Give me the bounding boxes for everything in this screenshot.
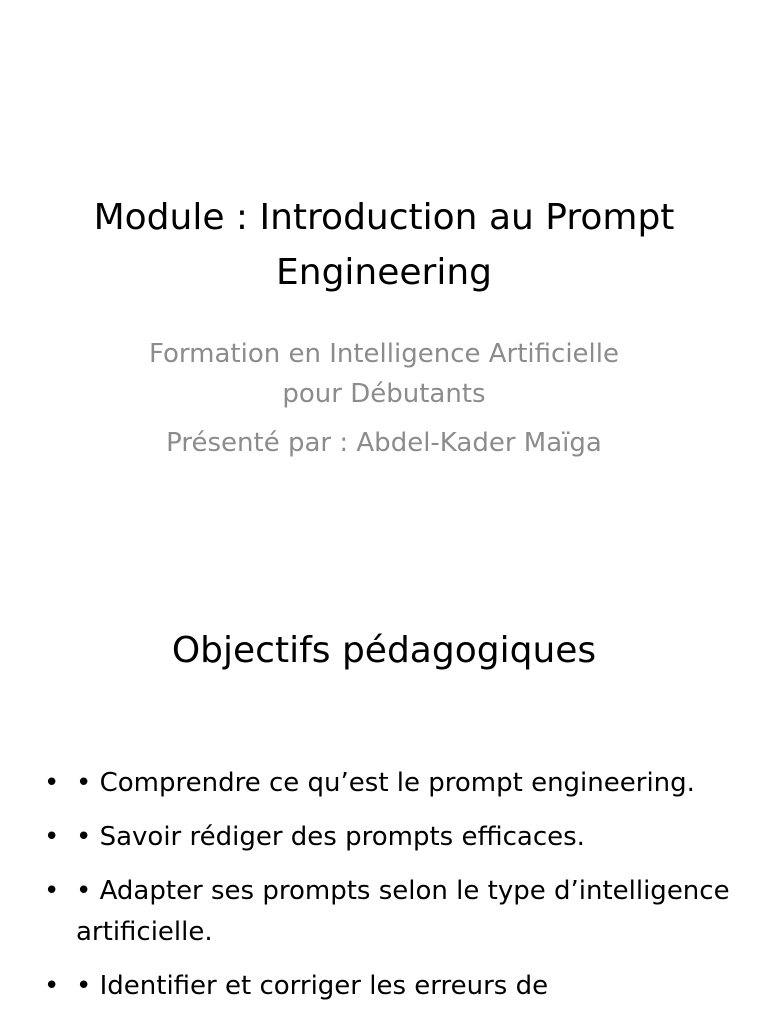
- list-item: [40, 871, 740, 953]
- list-item-text: • Comprendre ce qu’est le prompt engineering.: [76, 768, 695, 798]
- bullet-marker: •: [44, 768, 60, 798]
- list-item-text: • Savoir rédiger des prompts efficaces.: [76, 822, 585, 852]
- presenter-line: Présenté par : Abdel-Kader Maïga: [166, 428, 602, 458]
- list-item: [40, 817, 740, 858]
- module-title: Module : Introduction au Prompt Engineering: [93, 197, 675, 293]
- list-item-text: • Adapter ses prompts selon le type d’intelligence artificielle.: [76, 876, 730, 947]
- bullet-marker: •: [44, 876, 60, 906]
- bullet-marker: •: [44, 822, 60, 852]
- list-item-text: • Identifier et corriger les erreurs de: [76, 971, 549, 1001]
- objectives-title: Objectifs pédagogiques: [171, 630, 597, 671]
- list-item: [40, 763, 740, 804]
- bullet-marker: •: [44, 971, 60, 1001]
- subtitle-line-2: pour Débutants: [282, 379, 486, 409]
- objectives-list: [40, 763, 740, 1020]
- subtitle-block: [60, 334, 708, 463]
- subtitle-line-1: Formation en Intelligence Artificielle: [148, 339, 619, 369]
- list-item: [40, 966, 740, 1007]
